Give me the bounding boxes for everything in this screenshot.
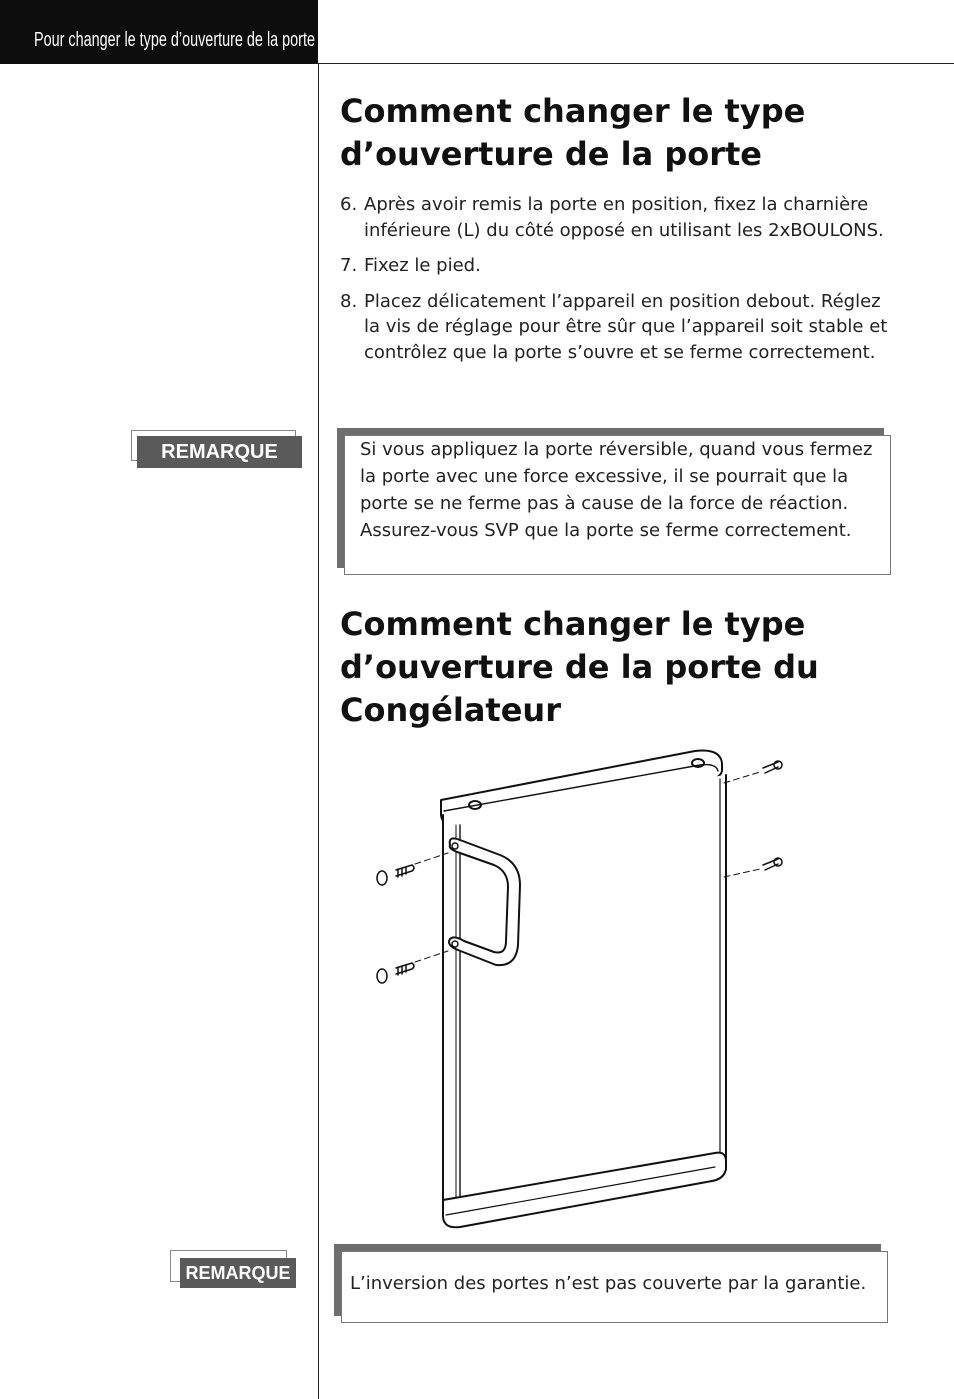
note-box	[341, 1251, 888, 1323]
step-text: Après avoir remis la porte en position, fixez la charnière inférieure (L) du côté opposé en utilisant les 2xBOULONS.	[364, 194, 884, 241]
note-text: Si vous appliquez la porte réversible, quand vous fermez la porte avec une force excessive, il se pourrait que la porte se ne ferme pas à cause de la force de réaction. Assurez-vous SVP que la porte se ferme correctement.	[360, 439, 873, 541]
step-number: 6.	[340, 194, 358, 215]
column-divider	[318, 64, 319, 1399]
steps-list	[340, 192, 900, 375]
section2-title-line2: d’ouverture de la porte du	[340, 648, 819, 686]
section2-title-line1: Comment changer le type	[340, 605, 806, 643]
step-number: 7.	[340, 255, 358, 276]
list-item	[340, 289, 900, 366]
note-box	[344, 435, 891, 575]
step-number: 8.	[340, 290, 358, 312]
section2-title	[340, 603, 900, 732]
header-rule	[318, 63, 954, 64]
note-text: L’inversion des portes n’est pas couverte par la garantie.	[350, 1273, 867, 1294]
step-text: Placez délicatement l’appareil en position debout. Réglez la vis de réglage pour être sûr que l’appareil soit stable et contrôlez que la porte s’ouvre et se ferme correctement.	[364, 290, 888, 363]
note-badge	[137, 436, 302, 468]
note-badge-label: REMARQUE	[161, 440, 278, 463]
running-header-title: Pour changer le type d’ouverture de la porte	[34, 29, 315, 51]
list-item	[340, 253, 900, 279]
section1-title-line2: d’ouverture de la porte	[340, 135, 762, 173]
section2-title-line3: Congélateur	[340, 691, 561, 729]
running-header	[0, 0, 318, 64]
step-text: Fixez le pied.	[364, 255, 481, 276]
freezer-door-illustration-icon	[360, 745, 800, 1235]
section1-title	[340, 90, 900, 176]
list-item	[340, 192, 900, 243]
section1-title-line1: Comment changer le type	[340, 92, 806, 130]
note-badge	[180, 1258, 296, 1288]
note-badge-label: REMARQUE	[185, 1262, 291, 1283]
